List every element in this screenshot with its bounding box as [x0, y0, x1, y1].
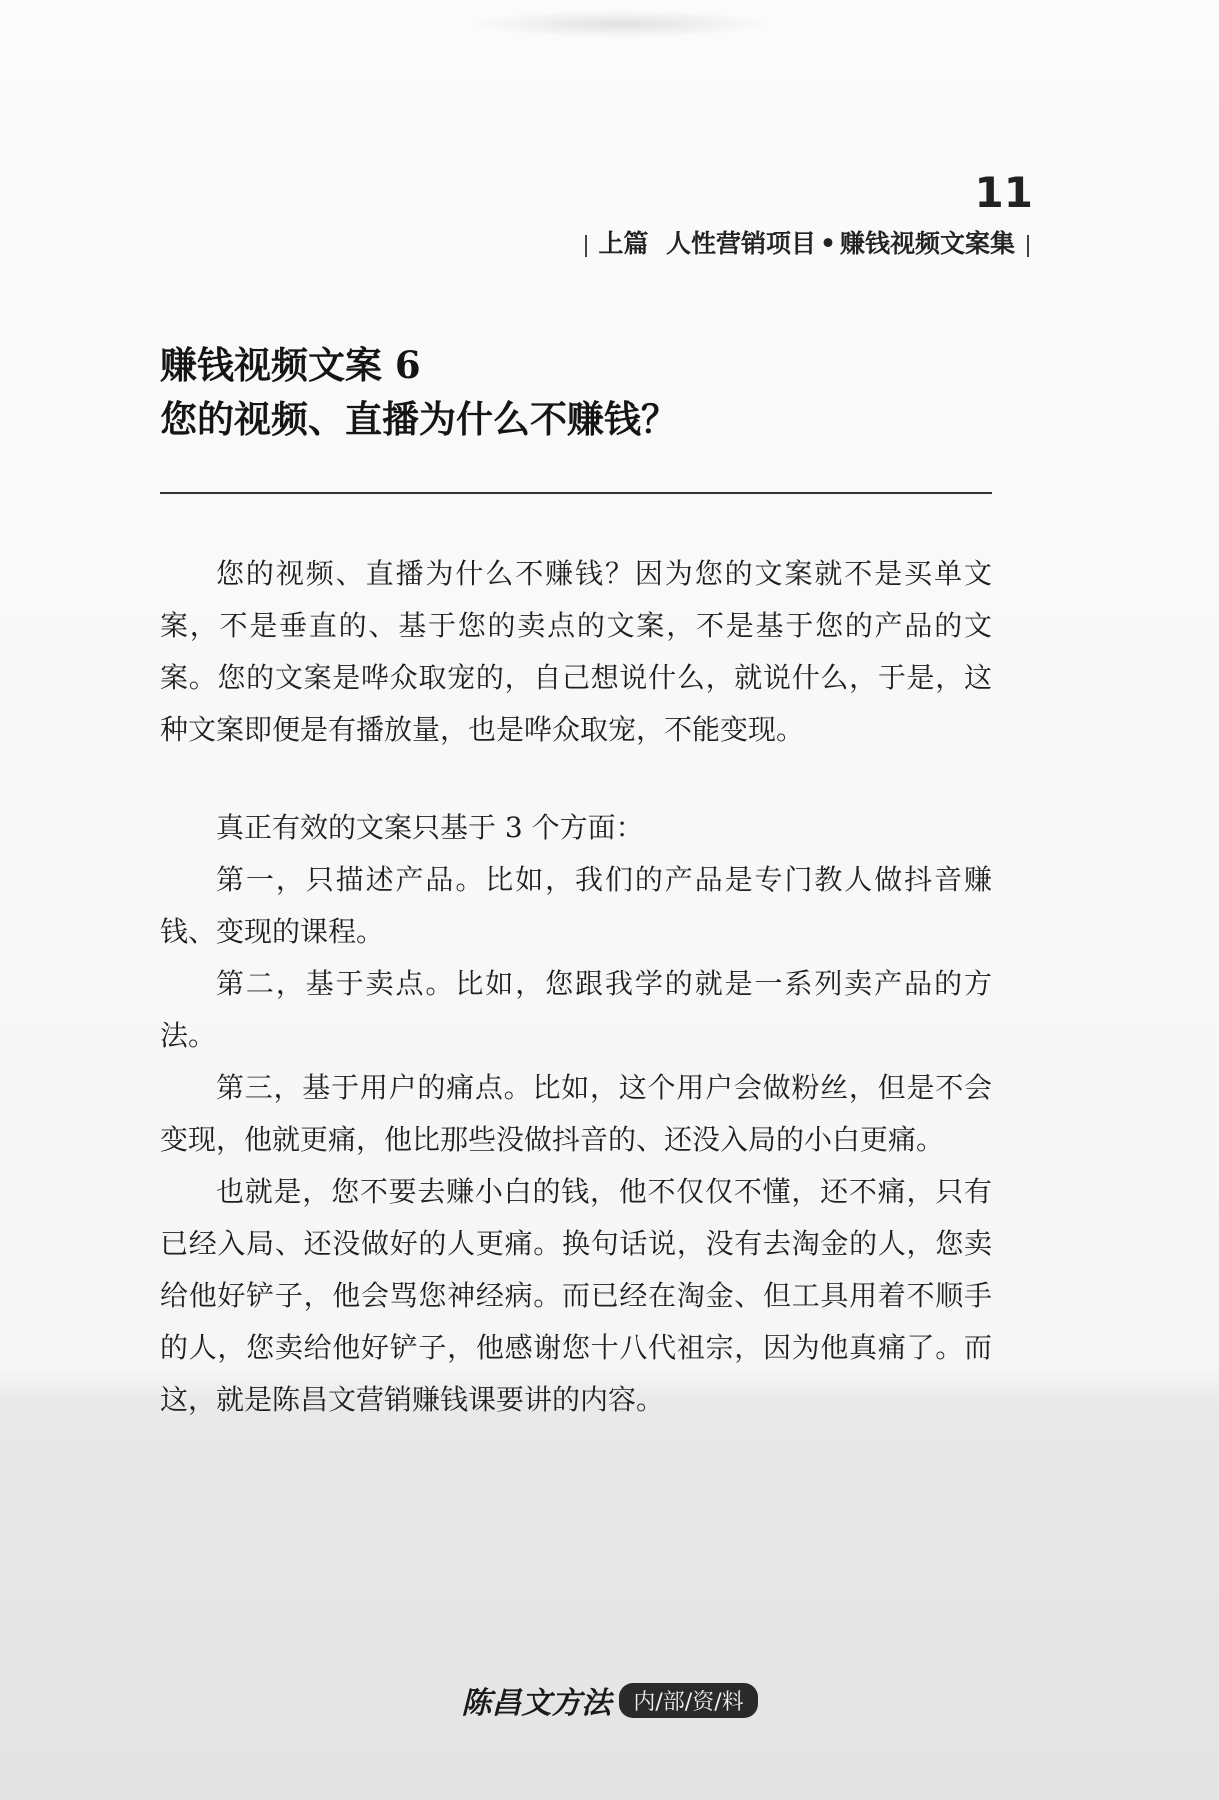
title-divider [160, 492, 992, 494]
header-section: 上篇 [598, 229, 649, 258]
paragraph: 第三，基于用户的痛点。比如，这个用户会做粉丝，但是不会变现，他就更痛，他比那些没做抖音的、还没入局的小白更痛。 [160, 1071, 992, 1156]
article-title [160, 338, 678, 446]
page-number: 11 [974, 168, 1033, 217]
paragraph: 真正有效的文案只基于 3 个方面： [216, 811, 644, 844]
paragraph: 您的视频、直播为什么不赚钱？因为您的文案就不是买单文案，不是垂直的、基于您的卖点的文案，不是基于您的产品的文案。您的文案是哗众取宠的，自己想说什么，就说什么，于是，这种文案即便是有播放量，也是哗众取宠，不能变现。 [160, 557, 992, 746]
page-footer [0, 1678, 1219, 1722]
header-book-title: 人性营销项目 [665, 229, 816, 258]
header-chapter-title: 赚钱视频文案集 [839, 229, 1015, 258]
header-bar-left [585, 235, 587, 257]
header-bar-right [1027, 235, 1029, 257]
scan-smudge [470, 10, 770, 38]
paragraph: 第二，基于卖点。比如，您跟我学的就是一系列卖产品的方法。 [160, 967, 992, 1052]
internal-material-badge: 内/部/资/料 [619, 1683, 757, 1718]
article-body [160, 548, 992, 1426]
header-separator: • [820, 229, 836, 258]
paragraph: 也就是，您不要去赚小白的钱，他不仅仅不懂，还不痛，只有已经入局、还没做好的人更痛。换句话说，没有去淘金的人，您卖给他好铲子，他会骂您神经病。而已经在淘金、但工具用着不顺手的人，您卖给他好铲子，他感谢您十八代祖宗，因为他真痛了。而这，就是陈昌文营销赚钱课要讲的内容。 [160, 1175, 992, 1416]
paragraph: 第一，只描述产品。比如，我们的产品是专门教人做抖音赚钱、变现的课程。 [160, 863, 992, 948]
article-title-line-1: 赚钱视频文案 6 [160, 343, 421, 387]
running-header [573, 224, 1041, 260]
footer-brand: 陈昌文方法 [461, 1686, 612, 1721]
article-title-line-2: 您的视频、直播为什么不赚钱？ [160, 397, 678, 441]
